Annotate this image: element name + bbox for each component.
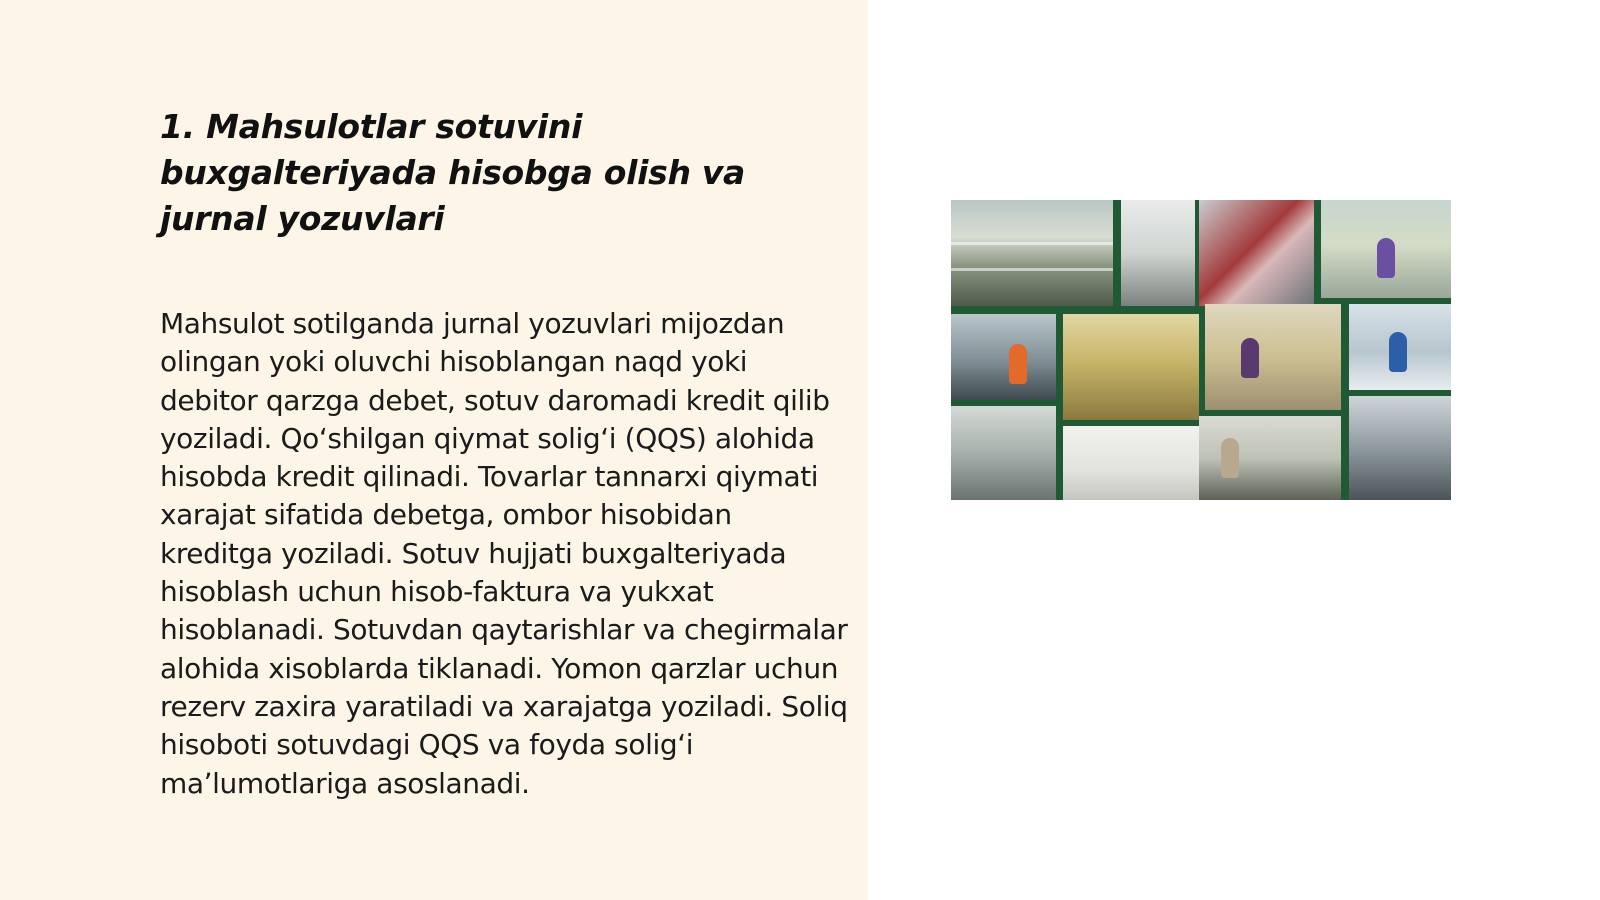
collage-photo-red-machinery [1199, 200, 1314, 306]
collage-photo-machine [1349, 396, 1451, 500]
slide-title: 1. Mahsulotlar sotuvini buxgalteriyada hisobga olish va jurnal yozuvlari [160, 107, 746, 238]
slide-body-text: Mahsulot sotilganda jurnal yozuvlari mijozdan olingan yoki oluvchi hisoblangan naqd yoki debitor qarzga debet, sotuv daromadi kredit qilib yoziladi. Qoʻshilgan qiymat soligʻi (QQS) alohida hisobda kredit qilinadi. Tovarlar tannarxi qiymati xarajat sifatida debetga, ombor hisobidan kreditga yoziladi. Sotuv hujjati buxgalteriyada hisoblash uchun hisob-faktura va yukxat hisoblanadi. Sotuvdan qaytarishlar va chegirmalar alohida xisoblarda tiklanadi. Yomon qarzlar uchun rezerv zaxira yaratiladi va xarajatga yoziladi. Soliq hisoboti sotuvdagi QQS va foyda soligʻi maʼlumotlariga asoslanadi. [160, 307, 848, 800]
collage-photo-white-yarn [1063, 426, 1199, 500]
collage-photo-spools-1 [951, 200, 1113, 306]
collage-photo-white-spools [1121, 200, 1195, 306]
collage-photo-yellow-hall [1063, 314, 1199, 420]
textile-factory-collage-image [951, 200, 1451, 500]
collage-photo-worker-2 [951, 314, 1056, 400]
collage-photo-workers-blue [1349, 304, 1451, 390]
collage-photo-worker-4 [1199, 416, 1341, 500]
collage-photo-spools-2 [951, 406, 1056, 500]
collage-photo-worker-3 [1205, 304, 1341, 410]
collage-photo-worker-1 [1321, 200, 1451, 298]
